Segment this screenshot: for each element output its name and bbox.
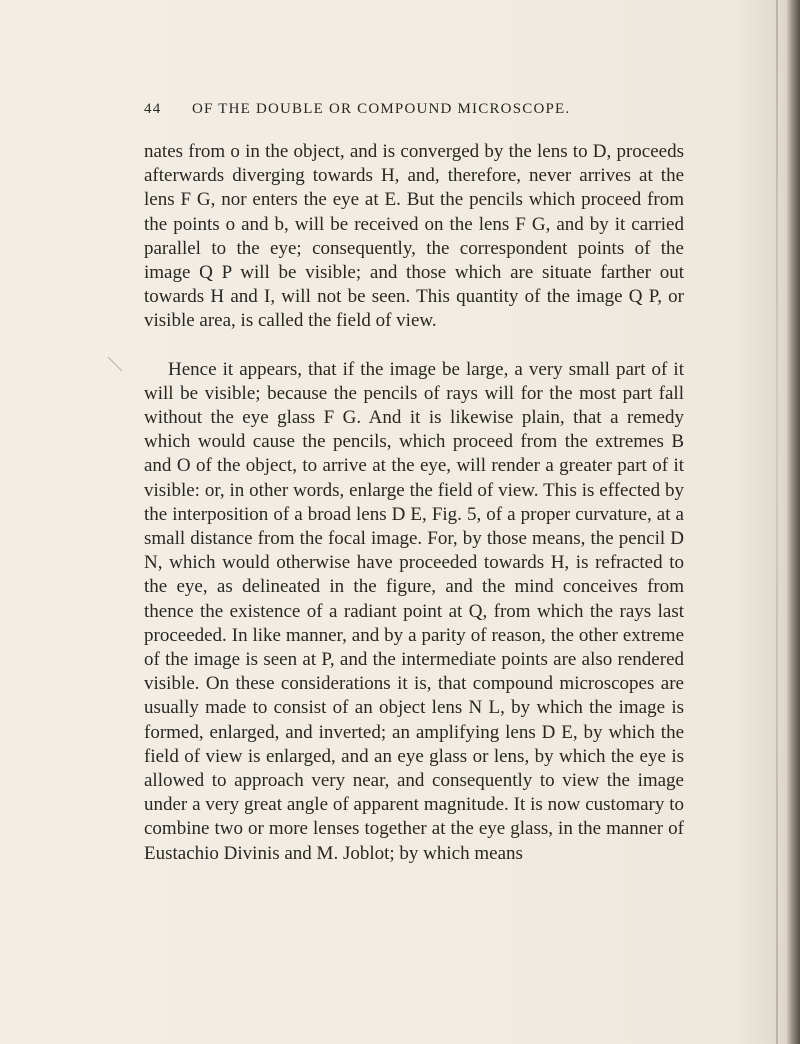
paragraph-1: nates from o in the object, and is converged by the lens to D, proceeds afterwards diverging towards H, and, therefore, never arrives at the lens F G, nor enters the eye at E. But the pencils which proceed from the points o and b, will be received on the lens F G, and by it carried parallel to the eye; consequently, the correspondent points of the image Q P will be visible; and those which are situate farther out towards H and I, will not be seen. This quantity of the image Q P, or visible area, is called the field of view. (144, 141, 684, 332)
page-number: 44 (144, 101, 162, 117)
paragraph-2: Hence it appears, that if the image be large, a very small part of it will be visible; because the pencils of rays will for the most part fall without the eye glass F G. And it is likewise plain, that a remedy which would cause the pencils, which proceed from the extremes B and O of the object, to arrive at the eye, will render a greater part of it visible: or, in other words, enlarge the field of view. This is effected by the interposition of a broad lens D E, Fig. 5, of a proper curvature, at a small distance from the focal image. For, by those means, the pencil D N, which would otherwise have proceeded towards H, is refracted to the eye, as delineated in the figure, and the mind conceives from thence the existence of a radiant point at Q, from which the rays last proceeded. In like manner, and by a parity of reason, the other extreme of the image is seen at P, and the intermediate points are also rendered visible. On these considerations it is, that compound microscopes are usually made to consist of an object lens N L, by which the image is formed, enlarged, and inverted; an amplifying lens D E, by which the field of view is enlarged, and an eye glass or lens, by which the eye is allowed to approach very near, and consequently to view the image under a very great angle of apparent magnitude. It is now customary to combine two or more lenses together at the eye glass, in the manner of Eustachio Divinis and M. Joblot; by which means (144, 358, 684, 864)
page-gutter-line (776, 0, 778, 1044)
running-head (144, 101, 684, 123)
stray-pencil-mark (106, 355, 126, 375)
body-text (144, 140, 684, 866)
page-edge-shadow (786, 0, 800, 1044)
running-title: OF THE DOUBLE OR COMPOUND MICROSCOPE. (192, 101, 571, 117)
